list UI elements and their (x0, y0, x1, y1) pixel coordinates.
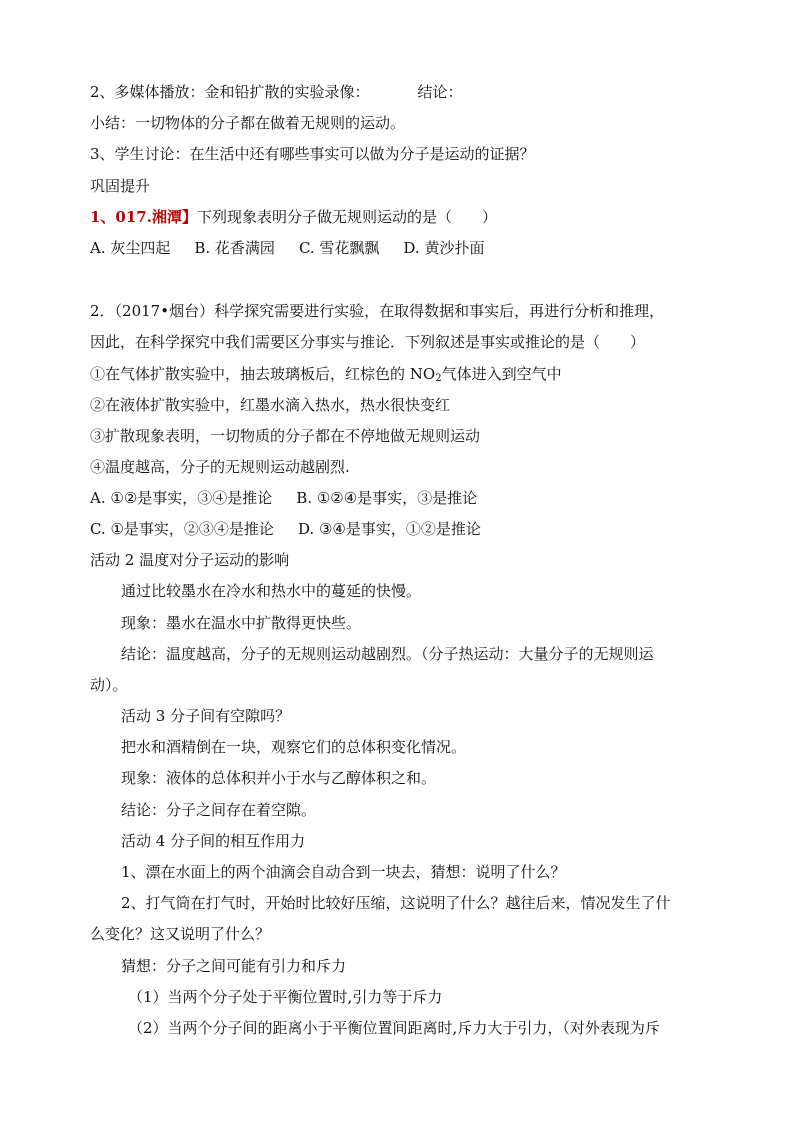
activity-4-point-2: （2）当两个分子间的距离小于平衡位置间距离时,斥力大于引力，（对外表现为斥 (128, 1019, 660, 1037)
statement-1 (90, 364, 710, 384)
section-heading-consolidation: 巩固提升 (90, 177, 151, 195)
activity-2-title: 活动 2 温度对分子运动的影响 (90, 551, 290, 569)
activity-4-hypothesis: 猜想：分子之间可能有引力和斥力 (121, 957, 347, 975)
activity-3-procedure: 把水和酒精倒在一块，观察它们的总体积变化情况。 (121, 738, 467, 756)
activity-3-conclusion: 结论：分子之间存在着空隙。 (121, 801, 317, 819)
option-a: A. ①②是事实，③④是推论 (90, 489, 273, 507)
option-d: D. 黄沙扑面 (403, 239, 485, 257)
option-d: D. ③④是事实，①②是推论 (297, 520, 481, 538)
statement-4: ④温度越高，分子的无规则运动越剧烈. (90, 458, 350, 476)
paragraph-multimedia (90, 82, 710, 102)
subscript-2: 2 (435, 373, 442, 384)
statement-2: ②在液体扩散实验中，红墨水滴入热水，热水很快变红 (90, 396, 451, 414)
activity-4-question-1: 1、漂在水面上的两个油滴会自动合到一块去，猜想：说明了什么？ (121, 863, 566, 881)
activity-3-phenomenon: 现象：液体的总体积并小于水与乙醇体积之和。 (121, 769, 437, 787)
question-2-options-row-2 (90, 519, 710, 539)
discussion-line: 3、学生讨论：在生活中还有哪些事实可以做为分子是运动的证据？ (90, 145, 535, 163)
statement-1-text-end: 气体进入到空气中 (441, 365, 562, 383)
question-2-line-1: 2．（2017•烟台）科学探究需要进行实验，在取得数据和事实后，再进行分析和推理， (90, 302, 665, 320)
activity-4-question-2: 2、打气筒在打气时，开始时比较好压缩，这说明了什么？越往后来，情况发生了什 (121, 894, 671, 912)
activity-2-conclusion: 结论：温度越高，分子的无规则运动越剧烈。（分子热运动：大量分子的无规则运 (121, 645, 654, 663)
activity-4-point-1: （1）当两个分子处于平衡位置时,引力等于斥力 (128, 988, 443, 1006)
question-2-options-row-1 (90, 488, 710, 508)
question-2-line-2: 因此，在科学探究中我们需要区分事实与推论．下列叙述是事实或推论的是（ ） (90, 333, 646, 351)
conclusion-label: 结论： (417, 83, 463, 101)
statement-3: ③扩散现象表明，一切物质的分子都在不停地做无规则运动 (90, 427, 481, 445)
question-1 (90, 207, 710, 227)
summary-line: 小结：一切物体的分子都在做着无规则的运动。 (90, 114, 406, 132)
option-b: B. 花香满园 (194, 239, 275, 257)
activity-2-procedure: 通过比较墨水在冷水和热水中的蔓延的快慢。 (121, 582, 422, 600)
statement-1-text: ①在气体扩散实验中，抽去玻璃板后，红棕色的 NO (90, 365, 436, 383)
activity-4-question-2-cont: 么变化？这又说明了什么？ (90, 925, 271, 943)
option-b: B. ①②④是事实，③是推论 (296, 489, 478, 507)
question-1-source: 1、017.湘潭】 (90, 208, 197, 226)
activity-2-conclusion-cont: 动）。 (90, 676, 128, 694)
activity-4-title: 活动 4 分子间的相互作用力 (121, 832, 306, 850)
question-1-options (90, 238, 710, 258)
option-a: A. 灰尘四起 (90, 239, 171, 257)
activity-2-phenomenon: 现象：墨水在温水中扩散得更快些。 (121, 614, 362, 632)
option-c: C. ①是事实，②③④是推论 (90, 520, 274, 538)
question-1-text: 下列现象表明分子做无规则运动的是（ ） (196, 208, 497, 226)
option-c: C. 雪花飘飘 (298, 239, 380, 257)
activity-3-title: 活动 3 分子间有空隙吗？ (121, 707, 291, 725)
multimedia-text: 2、多媒体播放：金和铅扩散的实验录像： (90, 83, 370, 101)
